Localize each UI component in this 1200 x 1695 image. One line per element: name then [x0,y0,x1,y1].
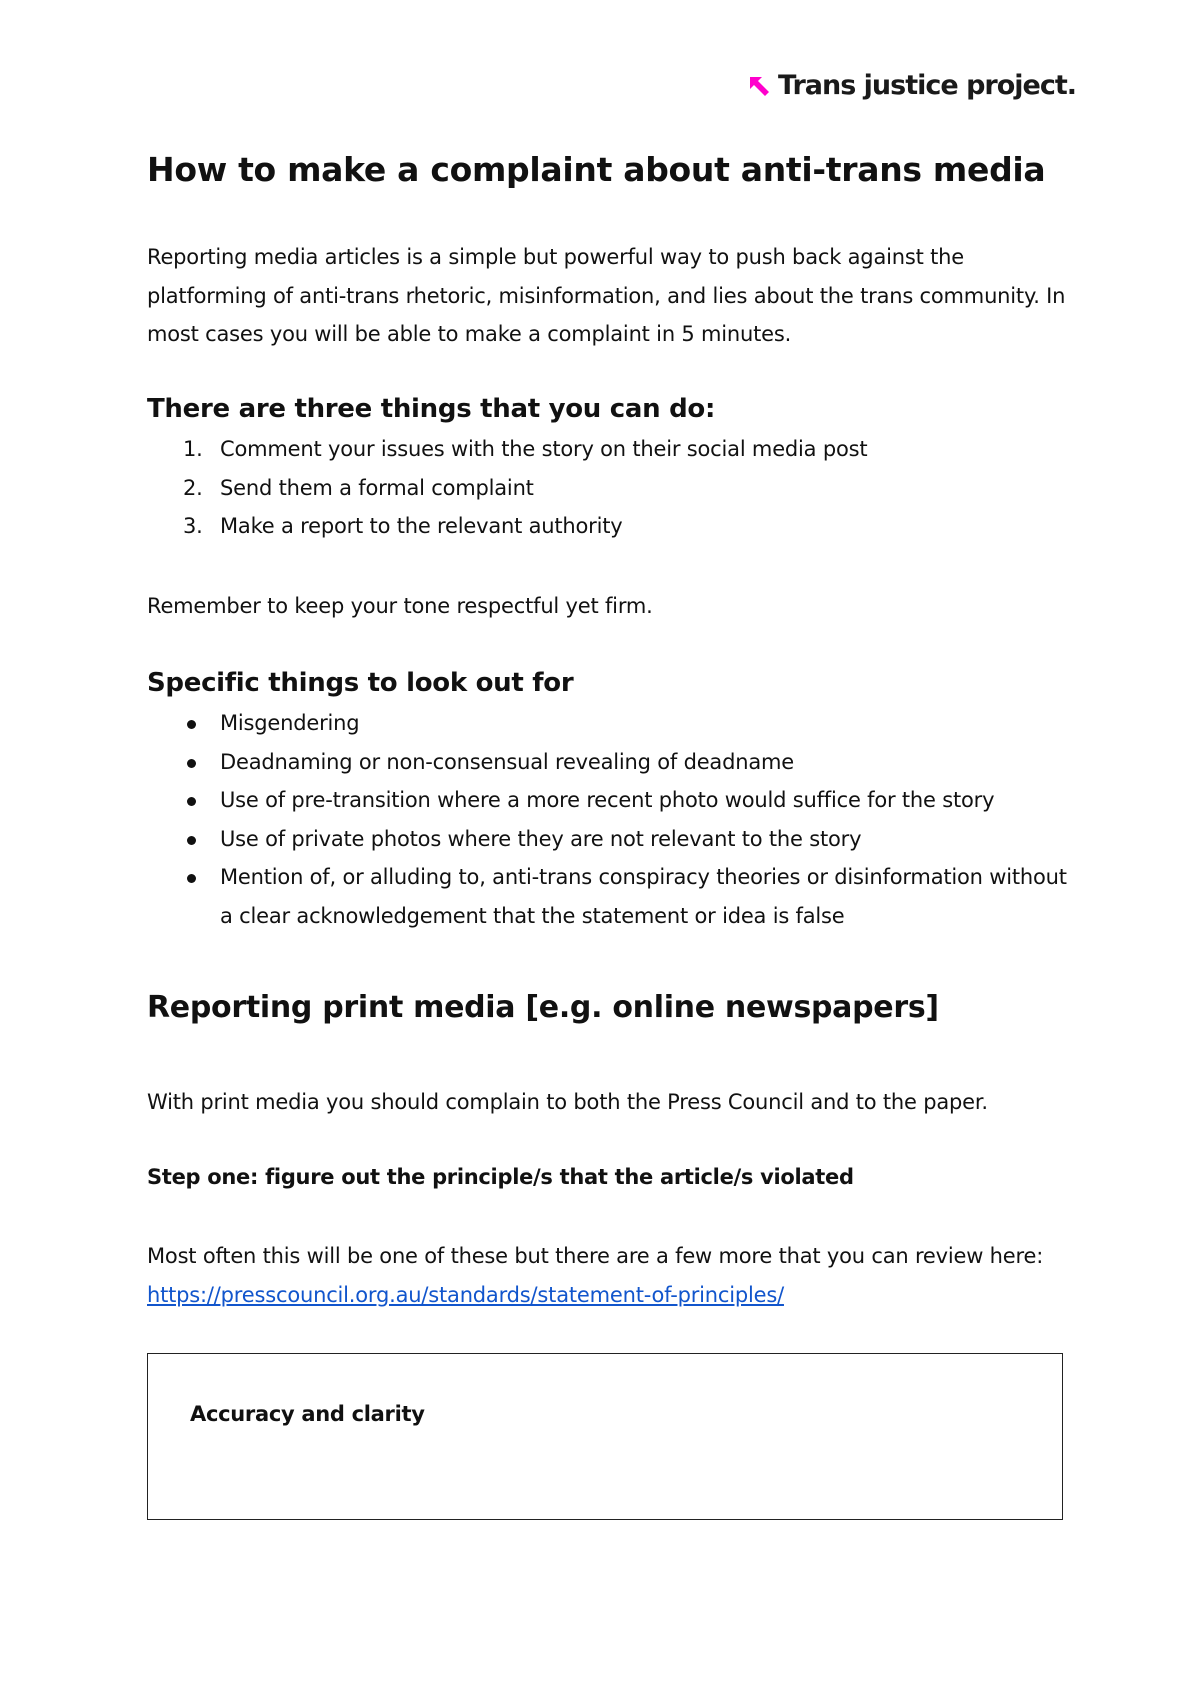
bullet-icon [187,874,196,883]
three-things-list [147,430,1067,546]
list-number: 3. [183,514,203,538]
list-item-text: Misgendering [220,711,360,735]
tone-note: Remember to keep your tone respectful yet firm. [147,594,653,618]
arrow-up-left-icon [746,73,772,99]
look-out-section [147,668,1067,935]
brand-name: Trans justice project. [778,70,1077,101]
principle-box [147,1353,1063,1520]
print-media-heading: Reporting print media [e.g. online newspapers] [147,990,939,1025]
list-item [147,781,1067,820]
list-item-text: Comment your issues with the story on their social media post [220,437,868,461]
tone-section [147,587,1067,626]
list-item-text: Make a report to the relevant authority [220,514,623,538]
step-one-heading: Step one: figure out the principle/s that the article/s violated [147,1165,854,1189]
intro-paragraph: Reporting media articles is a simple but powerful way to push back against the platforming of anti-trans rhetoric, misinformation, and lies about the trans community. In most cases you will be able to make a complaint in 5 minutes. [147,245,1066,346]
list-number: 2. [183,475,203,500]
list-item [147,507,1067,546]
list-item [147,858,1067,935]
principle-title: Accuracy and clarity [190,1402,425,1426]
bullet-icon [187,720,196,729]
brand-logo [746,70,1076,101]
three-things-heading: There are three things that you can do: [147,394,716,424]
page-title: How to make a complaint about anti-trans media [147,150,1046,189]
print-media-intro-section [147,1083,1067,1122]
look-out-list [147,704,1067,935]
list-item-text: Deadnaming or non-consensual revealing of deadname [220,749,794,774]
press-council-link[interactable]: https://presscouncil.org.au/standards/statement-of-principles/ [147,1282,784,1307]
three-things-section [147,394,1067,546]
review-section [147,1237,1067,1314]
list-item [147,469,1067,508]
look-out-heading: Specific things to look out for [147,668,574,698]
step-one-section [147,1165,1067,1189]
list-item [147,704,1067,743]
bullet-icon [187,759,196,768]
list-item-text: Use of private photos where they are not relevant to the story [220,826,862,851]
list-item-text: Use of pre-transition where a more recent photo would suffice for the story [220,788,995,812]
list-item [147,430,1067,469]
list-number: 1. [183,437,203,461]
list-item [147,743,1067,782]
bullet-icon [187,836,196,845]
list-item-text: Send them a formal complaint [220,475,534,500]
print-media-intro: With print media you should complain to both the Press Council and to the paper. [147,1090,988,1114]
review-paragraph [147,1237,1067,1314]
review-text: Most often this will be one of these but there are a few more that you can review here: [147,1244,1044,1268]
print-media-heading-section [147,990,1067,1025]
list-item-text: Mention of, or alluding to, anti-trans conspiracy theories or disinformation without a clear acknowledgement that the statement or idea is false [220,865,1067,928]
list-item [147,820,1067,859]
intro-section [147,238,1067,354]
bullet-icon [187,797,196,806]
